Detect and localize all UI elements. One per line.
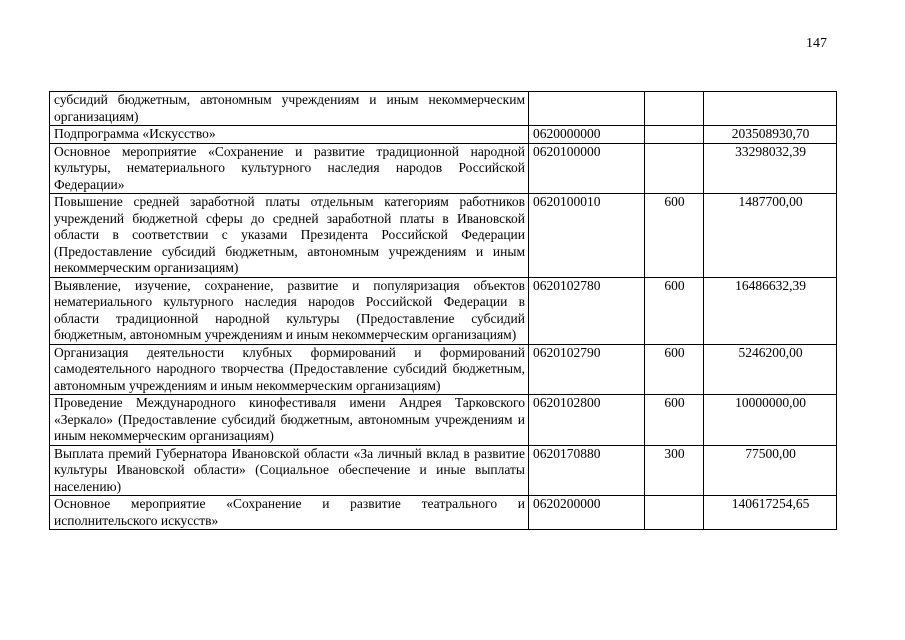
row-expense-type: 600	[645, 395, 704, 446]
row-name: Подпрограмма «Искусство»	[50, 126, 529, 144]
row-name: Основное мероприятие «Сохранение и развитие традиционной народной культуры, нематериального культурного наследия народов Российской Федерации»	[50, 143, 529, 194]
row-expense-type: 600	[645, 344, 704, 395]
row-expense-type	[645, 496, 704, 530]
row-code: 0620000000	[529, 126, 645, 144]
table-row	[50, 395, 837, 446]
table-row	[50, 143, 837, 194]
row-amount: 5246200,00	[704, 344, 837, 395]
table-row	[50, 92, 837, 126]
table-row	[50, 277, 837, 344]
row-name: Основное мероприятие «Сохранение и развитие театрального и исполнительского искусств»	[50, 496, 529, 530]
row-expense-type: 300	[645, 445, 704, 496]
row-code: 0620170880	[529, 445, 645, 496]
row-code: 0620200000	[529, 496, 645, 530]
row-amount: 77500,00	[704, 445, 837, 496]
table-row	[50, 496, 837, 530]
row-name: субсидий бюджетным, автономным учреждениям и иным некоммерческим организациям)	[50, 92, 529, 126]
table-row	[50, 445, 837, 496]
row-amount: 16486632,39	[704, 277, 837, 344]
row-expense-type	[645, 92, 704, 126]
row-expense-type	[645, 143, 704, 194]
row-code: 0620102800	[529, 395, 645, 446]
row-code: 0620102780	[529, 277, 645, 344]
row-amount	[704, 92, 837, 126]
row-name: Повышение средней заработной платы отдельным категориям работников учреждений бюджетной сферы до средней заработной платы в Ивановской области в соответствии с указами Президента Российской Федерации (Предоставление субсидий бюджетным, автономным учреждениям и иным некоммерческим организациям)	[50, 194, 529, 278]
row-expense-type: 600	[645, 194, 704, 278]
row-name: Организация деятельности клубных формирований и формирований самодеятельного народного творчества (Предоставление субсидий бюджетным, автономным учреждениям и иным некоммерческим организациям)	[50, 344, 529, 395]
table-row	[50, 126, 837, 144]
row-code	[529, 92, 645, 126]
table-row	[50, 194, 837, 278]
row-amount: 33298032,39	[704, 143, 837, 194]
table-row	[50, 344, 837, 395]
budget-table	[49, 91, 837, 530]
row-amount: 10000000,00	[704, 395, 837, 446]
page-number: 147	[806, 36, 827, 51]
row-expense-type	[645, 126, 704, 144]
row-amount: 140617254,65	[704, 496, 837, 530]
row-code: 0620100000	[529, 143, 645, 194]
row-amount: 203508930,70	[704, 126, 837, 144]
row-name: Выявление, изучение, сохранение, развитие и популяризация объектов нематериального культурного наследия народов Российской Федерации в области традиционной народной культуры (Предоставление субсидий бюджетным, автономным учреждениям и иным некоммерческим организациям)	[50, 277, 529, 344]
row-name: Выплата премий Губернатора Ивановской области «За личный вклад в развитие культуры Ивановской области» (Социальное обеспечение и иные выплаты населению)	[50, 445, 529, 496]
row-name: Проведение Международного кинофестиваля имени Андрея Тарковского «Зеркало» (Предоставление субсидий бюджетным, автономным учреждениям и иным некоммерческим организациям)	[50, 395, 529, 446]
row-code: 0620100010	[529, 194, 645, 278]
row-amount: 1487700,00	[704, 194, 837, 278]
row-expense-type: 600	[645, 277, 704, 344]
row-code: 0620102790	[529, 344, 645, 395]
